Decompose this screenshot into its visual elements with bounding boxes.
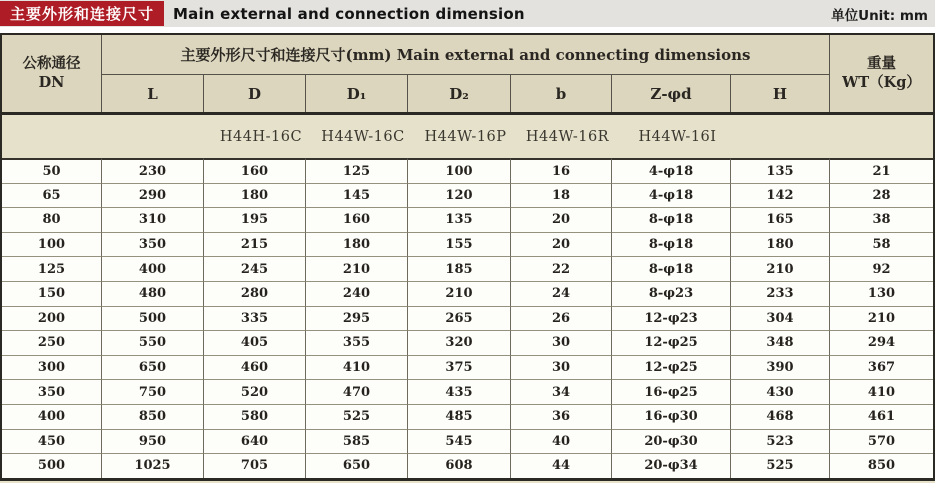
table-cell: 8-φ18 <box>611 232 730 257</box>
table-cell: 215 <box>203 232 305 257</box>
table-cell: 20 <box>510 232 611 257</box>
table-cell: 470 <box>305 379 407 404</box>
table-cell: 165 <box>730 207 829 232</box>
table-cell: 20 <box>510 207 611 232</box>
table-cell: 233 <box>730 281 829 306</box>
title-bar <box>0 0 935 27</box>
table-cell: 850 <box>829 453 933 478</box>
table-cell: 390 <box>730 355 829 380</box>
table-cell: 195 <box>203 207 305 232</box>
dimension-table <box>0 33 935 478</box>
table-cell: 125 <box>305 158 407 183</box>
col-header-zfd: Z-φd <box>611 74 730 112</box>
table-cell: 135 <box>407 207 510 232</box>
table-cell: 320 <box>407 330 510 355</box>
table-cell: 461 <box>829 404 933 429</box>
table-cell: 525 <box>305 404 407 429</box>
table-cell: 480 <box>101 281 203 306</box>
table-cell: 304 <box>730 306 829 331</box>
table-cell: 400 <box>101 256 203 281</box>
model-name: H44H-16C <box>219 128 303 145</box>
table-cell: 500 <box>101 306 203 331</box>
table-cell: 160 <box>305 207 407 232</box>
table-cell: 310 <box>101 207 203 232</box>
table-cell: 250 <box>2 330 101 355</box>
table-cell: 8-φ23 <box>611 281 730 306</box>
table-cell: 523 <box>730 429 829 454</box>
table-cell: 210 <box>305 256 407 281</box>
table-cell: 16-φ25 <box>611 379 730 404</box>
table-cell: 44 <box>510 453 611 478</box>
table-cell: 24 <box>510 281 611 306</box>
table-cell: 100 <box>407 158 510 183</box>
table-cell: 12-φ25 <box>611 355 730 380</box>
model-name: H44W-16C <box>321 128 405 145</box>
table-cell: 21 <box>829 158 933 183</box>
page-title: Main external and connection dimension <box>173 4 525 23</box>
table-cell: 125 <box>2 256 101 281</box>
table-cell: 160 <box>203 158 305 183</box>
table-cell: 20-φ30 <box>611 429 730 454</box>
table-cell: 290 <box>101 183 203 208</box>
section-badge: 主要外形和连接尺寸 <box>0 1 164 26</box>
table-cell: 300 <box>2 355 101 380</box>
table-cell: 155 <box>407 232 510 257</box>
table-cell: 135 <box>730 158 829 183</box>
table-cell: 335 <box>203 306 305 331</box>
table-cell: 4-φ18 <box>611 158 730 183</box>
table-cell: 405 <box>203 330 305 355</box>
table-cell: 410 <box>829 379 933 404</box>
table-cell: 80 <box>2 207 101 232</box>
col-header-d2: D₂ <box>407 74 510 112</box>
table-cell: 210 <box>407 281 510 306</box>
table-cell: 185 <box>407 256 510 281</box>
table-cell: 8-φ18 <box>611 256 730 281</box>
table-cell: 180 <box>203 183 305 208</box>
table-cell: 50 <box>2 158 101 183</box>
table-cell: 468 <box>730 404 829 429</box>
table-cell: 348 <box>730 330 829 355</box>
table-cell: 12-φ25 <box>611 330 730 355</box>
table-cell: 18 <box>510 183 611 208</box>
table-cell: 367 <box>829 355 933 380</box>
table-cell: 350 <box>2 379 101 404</box>
table-cell: 230 <box>101 158 203 183</box>
table-cell: 295 <box>305 306 407 331</box>
table-cell: 210 <box>730 256 829 281</box>
table-cell: 350 <box>101 232 203 257</box>
table-cell: 16-φ30 <box>611 404 730 429</box>
table-cell: 525 <box>730 453 829 478</box>
table-cell: 92 <box>829 256 933 281</box>
table-cell: 142 <box>730 183 829 208</box>
table-cell: 1025 <box>101 453 203 478</box>
table-cell: 58 <box>829 232 933 257</box>
table-cell: 520 <box>203 379 305 404</box>
model-name: H44W-16R <box>525 128 610 145</box>
table-cell: 26 <box>510 306 611 331</box>
table-cell: 180 <box>305 232 407 257</box>
table-cell: 28 <box>829 183 933 208</box>
table-cell: 400 <box>2 404 101 429</box>
col-header-h: H <box>730 74 829 112</box>
table-cell: 240 <box>305 281 407 306</box>
col-header-weight-code: WT（Kg） <box>842 73 921 91</box>
table-cell: 650 <box>101 355 203 380</box>
col-header-group: 主要外形尺寸和连接尺寸(mm) Main external and connecting dimensions <box>101 35 829 74</box>
table-cell: 570 <box>829 429 933 454</box>
table-cell: 375 <box>407 355 510 380</box>
model-name: H44W-16I <box>638 128 717 145</box>
table-cell: 210 <box>829 306 933 331</box>
table-cell: 38 <box>829 207 933 232</box>
col-header-weight <box>829 35 933 112</box>
table-cell: 12-φ23 <box>611 306 730 331</box>
table-cell: 245 <box>203 256 305 281</box>
table-cell: 550 <box>101 330 203 355</box>
table-cell: 130 <box>829 281 933 306</box>
table-cell: 485 <box>407 404 510 429</box>
table-cell: 580 <box>203 404 305 429</box>
col-header-dn <box>2 35 101 112</box>
table-cell: 294 <box>829 330 933 355</box>
table-cell: 545 <box>407 429 510 454</box>
table-cell: 16 <box>510 158 611 183</box>
table-cell: 145 <box>305 183 407 208</box>
table-cell: 650 <box>305 453 407 478</box>
model-row <box>2 112 933 158</box>
table-cell: 65 <box>2 183 101 208</box>
table-cell: 850 <box>101 404 203 429</box>
table-cell: 435 <box>407 379 510 404</box>
table-cell: 20-φ34 <box>611 453 730 478</box>
col-header-d1: D₁ <box>305 74 407 112</box>
table-cell: 30 <box>510 355 611 380</box>
table-cell: 22 <box>510 256 611 281</box>
table-cell: 500 <box>2 453 101 478</box>
table-cell: 40 <box>510 429 611 454</box>
table-cell: 100 <box>2 232 101 257</box>
table-cell: 4-φ18 <box>611 183 730 208</box>
model-name: H44W-16P <box>424 128 507 145</box>
table-cell: 585 <box>305 429 407 454</box>
table-cell: 180 <box>730 232 829 257</box>
col-header-dn-code: DN <box>38 73 65 91</box>
table-cell: 280 <box>203 281 305 306</box>
col-header-dn-zh: 公称通径 <box>22 54 81 72</box>
table-cell: 640 <box>203 429 305 454</box>
table-cell: 120 <box>407 183 510 208</box>
table-cell: 265 <box>407 306 510 331</box>
col-header-weight-zh: 重量 <box>867 54 896 72</box>
table-cell: 8-φ18 <box>611 207 730 232</box>
table-cell: 36 <box>510 404 611 429</box>
table-cell: 460 <box>203 355 305 380</box>
table-cell: 950 <box>101 429 203 454</box>
unit-label: 单位Unit: mm <box>831 7 928 24</box>
table-cell: 34 <box>510 379 611 404</box>
table-cell: 450 <box>2 429 101 454</box>
table-cell: 355 <box>305 330 407 355</box>
col-header-l: L <box>101 74 203 112</box>
table-cell: 430 <box>730 379 829 404</box>
col-header-b: b <box>510 74 611 112</box>
table-cell: 705 <box>203 453 305 478</box>
table-cell: 608 <box>407 453 510 478</box>
table-cell: 200 <box>2 306 101 331</box>
table-cell: 410 <box>305 355 407 380</box>
table-cell: 750 <box>101 379 203 404</box>
table-cell: 30 <box>510 330 611 355</box>
table-cell: 150 <box>2 281 101 306</box>
col-header-d: D <box>203 74 305 112</box>
